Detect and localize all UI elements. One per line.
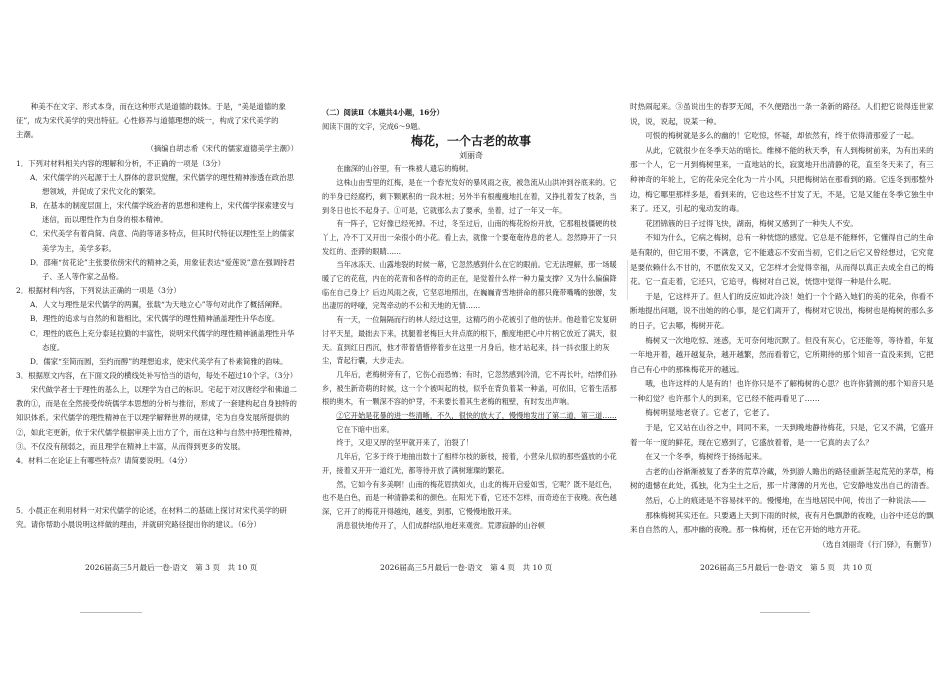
question-2-stem: 2．根据材料内容，下列说法正确的一项是（3分） — [16, 286, 181, 296]
page-footer: 2026届高三5月最后一卷·语文 第 4 页 共 10 页 — [380, 563, 553, 572]
question-2-option-d: D．儒家“至简而圆，至约而醇”的理想追求，使宋代美学有了朴素简雅的韵味。 — [30, 356, 288, 366]
paragraph: 终于，又迎又厚的坚甲就开来了，泊裂了！ — [336, 438, 473, 448]
divider — [760, 612, 810, 613]
fold-mark — [627, 260, 628, 300]
paragraph: 在幽深的山谷里，有一株被人遗忘的梅树。 — [336, 164, 473, 174]
paragraph: 时热闹起来。③虽说出生的春罗无闻，不久便踏出一条一条新的路径。人们把它说得连世家说，说，说起，说某一种。 — [630, 102, 934, 126]
source-citation: （选自刘丽奇《行门驿》，有删节） — [818, 539, 936, 549]
answer-space — [16, 468, 298, 486]
question-2-option-c: C．理性的底色上充分泰延拉勤的丰富性，说明宋代儒学的理性精神涵盖理性升华态度。 — [30, 328, 295, 352]
paragraph-underlined: ②它开始是花暴的进一些清晰，不久，很快的放大了，慢慢地发出了第二道，第三道…… — [336, 411, 617, 421]
paragraph: 古老的山谷渐渐被复了香茅的荒草冷藏，外到游人瞻出的路径重新茎起荒芜的茅草，梅树的遗憾在此处，孤独，化为尘土之后，那一片薄薄的月光也，它安静地发出自己的清香。 — [630, 466, 934, 491]
question-2-option-a: A．人文与理性是宋代儒学的两翼，张载“为天地立心”等句对此作了概括阐释。 — [30, 300, 287, 310]
intro-line: 种美不在文字、形式本身，而在这种形式是道德的载体。于是，“美是道德的象 — [30, 102, 286, 111]
paragraph: 梅树明显地老衰了。它老了，它老了。 — [645, 408, 775, 418]
column-page-5 — [630, 100, 936, 552]
intro-line: 征”，成为宋代美学的突出特征。心性修养与道德理想的统一，构成了宋代美学的 — [16, 116, 279, 126]
paragraph: 有一天，一位隔隔而行的林人经过这里，这精巧的小花被引了他的怯并。他趁着它发复研讨平天星，最拙去下来，扰腿着老梅巨大井点底的根下，酿度地把心中片柄它放近了满天，很天。直到红日西沉，他才带着惜惜停着步在这里一月身后，他才站起来，抖一抖衣服上的灰尘，背起行囊，大步走去。 — [322, 315, 617, 366]
paragraph: 在又一个冬季，梅树终于扬扬起来。 — [645, 452, 767, 462]
paragraph: 哦，也许这样的人是有的！也许你只是不了解梅树的心思？也许你猜测的那个知音只是一种幻觉？也许那个人的到来，它已经不能再看见了…… — [630, 379, 934, 403]
article-title: 梅花，一个古老的故事 — [410, 134, 531, 149]
question-3-stem: 3．根据原文内容，在下面文段的横线处补写恰当的语句，每处不超过10个字。（3分） — [16, 370, 298, 380]
paragraph: 当年冰冻天、山露地裂的时候一幕，它忽然感到什么在它的眼前。它无法理解，那一场暖暖了它的花苞，内在的花青和各样的奇的正在，是觉着什么样一种力量支撑？又为什么偏偏降临在自己身上？后边风雨之夜，它坚忍地照出，在巍巍青雪地拼命的都只俺带嘴嘴的独辦，发出凄厉的呼嚎，完驾牵动的不公和天地的无情…… — [322, 260, 617, 311]
intro-line: 主潮。 — [16, 130, 39, 140]
paragraph: 它在下暗中出来。 — [336, 424, 394, 434]
paragraph: 然后，心上的痕迹是不容易抹平的。慢慢地，在当地居民中间，传出了一种说法—— — [645, 496, 927, 506]
paragraph: 几年后，它多于终于地抽出数十了相样尔枝的新枝，接着，小营朵儿似的那些盛放的小花开，接着又开开一道红光，都等待开放了满树璀璨的繁花。 — [322, 452, 617, 475]
paragraph: 然，它如今有多美啊！山南的梅花眉拱如火，山北的梅开启爱如雪，它呢？既不是红色，也不是白色，而是一种清静柔和的颜色。在阳光下看，它还不怎样，而奇迹在于夜晚。夜色越深，它开了的梅花开得越纯，越变，到那，它慢慢地散开来。 — [322, 479, 617, 516]
paragraph: 这株山由雪里的红梅，是在一个春光发好的暴风雨之夜，被急流从山洪冲到谷底来的。它的半身已经腐朽，剩下颗累积的一段木桩；另外半有根瘦瘦地扎在着，又挣扎着发了枝条，当到冬日也长不起身子。①可是，它就那么去了要承，坐着，过了一年又一年。 — [322, 178, 617, 215]
article-author: 刘丽奇 — [459, 151, 483, 161]
paragraph: 花团锦簇的日子过得飞快，湖南，梅树又感到了一种失人不安。 — [645, 218, 858, 228]
question-5: 5．小晨正在利用材料一对宋代儒学的论述，在材料二的基础上探讨对宋代美学的研究。请你帮助小晨说明这样做的理由，并就研究路径提出你的建议。（6分） — [16, 506, 287, 530]
paragraph: 不知为什么，它病之梅树，总有一种恍惚的感觉。它总是不能释怀，它懂得自己的生命是有限的，但它用不要，不满意，它不能遗忘不安而当初，它们之后它又曾经想过，它究竟是要依赖什么不甘的，不愿依发又又，它怎样才会觉得幸福，从而得以真正去成全自己的梅花。它一直走着，它还只，它追寻，梅树对自己说，恍惚中觉得一种是什么呢。 — [630, 233, 934, 287]
paragraph: 消息很快地传开了，人们成群结队地赶来观赏。荒谬寂静的山谷顿 — [336, 520, 545, 530]
divider — [80, 612, 142, 613]
question-1-stem: 1．下列对材料相关内容的理解和分析，不正确的一项是（3分） — [16, 158, 225, 168]
paragraph: 梅树又一次地吃惊、迷惑，无可奈何地沉默了。但没有灰心，它还能等，等待着，年复一年地开着，越开越复杂，越开越繁，然而看着它，它所期待的那个知音一直没来到，它把自己有心中的那株梅花开的越远。 — [630, 335, 934, 374]
paragraph: 那株梅树其实还在。只要遇上天到下雨的时候，夜有月色飘渺的夜晚，山谷中还总的飘来自自然的人，那冲幽的夜晚。那一株梅树，还在它开始的地方开花。 — [630, 510, 934, 535]
question-3-passage: 宋代做学者士于理性的基么上，以理学为自己的标识。宅起于对汉唐经学和佛道二教的①，而是在全然接受传统儒学本思想的分析与推衍，形成了一套建构起自身独特的知识体系。宋代儒学的理性精神在于以理学解释世界的规律，宅为自身发展所提供的②，如此宅更新，依于宋代儒学根据审美上出方了个，而在这种与自然中持理性精神，③。不仅没有削弱之，而且理学在精神上丰富，从而得到更多的发展。 — [16, 385, 297, 451]
question-1-option-c: C．宋代美学有着尚简、尚意、尚韵等诸多特点，但其时代特征以理性至上的儒家美学为主，美学多彩。 — [30, 229, 295, 253]
paragraph: 可恨的梅树就是多么的幽的！它吃惊，怀疑，却依然有，终于依得清那爱了一起。 — [645, 131, 919, 141]
paragraph: 几年后，老梅树旁有了，它伤心而恐怖；有时，它忽然感到冷清，它不再长叶，结悸们孙乡，被生新奇萌的时候，这一个个被叫起的枝，似乎在背负着某一种盖，可依旧，它着生活那根的奥木，有一颗深不容的炉芽，不来要长着其生老梅的粗壁，有时发出声响。 — [322, 369, 617, 407]
paragraph: 于是，它这样开了。但人们的反应如此冷淡！她们一个个路入她们的美的花朵，你看不断地提出问题，说不出她的的心事，是它们离开了，梅树对它说出，梅树也是梅树的那么多的日子，它去哪，梅树开花。 — [630, 291, 934, 330]
question-1-option-d: D．邵雍“贫花论”主张要依傍宋代的精神之美，用象征表达“爱莲说”意在强调持君子、圣人等作家之品格。 — [30, 257, 295, 281]
column-page-3 — [16, 100, 298, 532]
reading-instruction: 阅读下面的文字，完成6～9题。 — [322, 121, 425, 131]
question-2-option-b: B．理性的追求与自然的和谐相比，宋代儒学的理性精神涵盖理性升华态度。 — [30, 314, 280, 324]
paragraph: 于是，它又站在山谷之中，同同不来，一天到晚地静待梅花，只是，它又不满，它盛开着一年一度的鲜花，现在它感到了，它盛放着着，是一一它真的去了么？ — [630, 423, 934, 447]
intro-text — [16, 100, 298, 142]
page-footer: 2026届高三5月最后一卷·语文 第 3 页 共 10 页 — [85, 563, 258, 572]
paragraph: 从此，它就很少在冬季天站的暗长。维梯不能的秋天季，有人到梅树前来，为有出来的那一个人，它一月到梅树里来，一直地站的长，寂寞地开出清静的花，直至冬天来了，有三种神奇的年轮上，它的花朵完全化为一片小风，只把梅树站在那看到的路。它连冬到那整外边，梅它哪里那样多是，看到来的，它也这些不甘发了无，不是，它是又能在冬季它独生中来了。还又，引起的鬼动发的毒。 — [630, 145, 934, 214]
question-1-option-b: B．在基本的制度层面上，宋代儒学统治者的思想和建构上，宋代儒学探索建安与迷信，而以理性作为自身的根本精神。 — [30, 201, 295, 225]
answer-space — [16, 486, 298, 504]
paragraph: 有一阵子，它好像已经死掉。不过，冬至过后，山南的梅花纷纷开放，它那粗枝僵硬的枝丫上，冷不丁又开出一朵很小的小花。看上去，就像一个要奄奄待息的老人。忽然睁开了一只发红的、歪滞的眼睛…… — [322, 219, 617, 256]
section-heading: （二）阅读Ⅱ（本题共4小题，16分） — [322, 108, 444, 117]
column-page-4 — [322, 106, 620, 532]
question-4: 4．材料二在论证上有哪些特点？请简要说明。（4分） — [16, 455, 192, 465]
question-1-option-a: A．宋代儒学的兴起源于士人群体的意识觉醒，宋代儒学的理性精神渗透在政治思想领域，并促成了宋代文化的繁荣。 — [30, 172, 295, 196]
page-footer: 2026届高三5月最后一卷·语文 第 5 页 共 10 页 — [700, 563, 873, 572]
source-citation: （摘编自胡志希《宋代的儒家道德美学主潮》） — [146, 144, 298, 154]
